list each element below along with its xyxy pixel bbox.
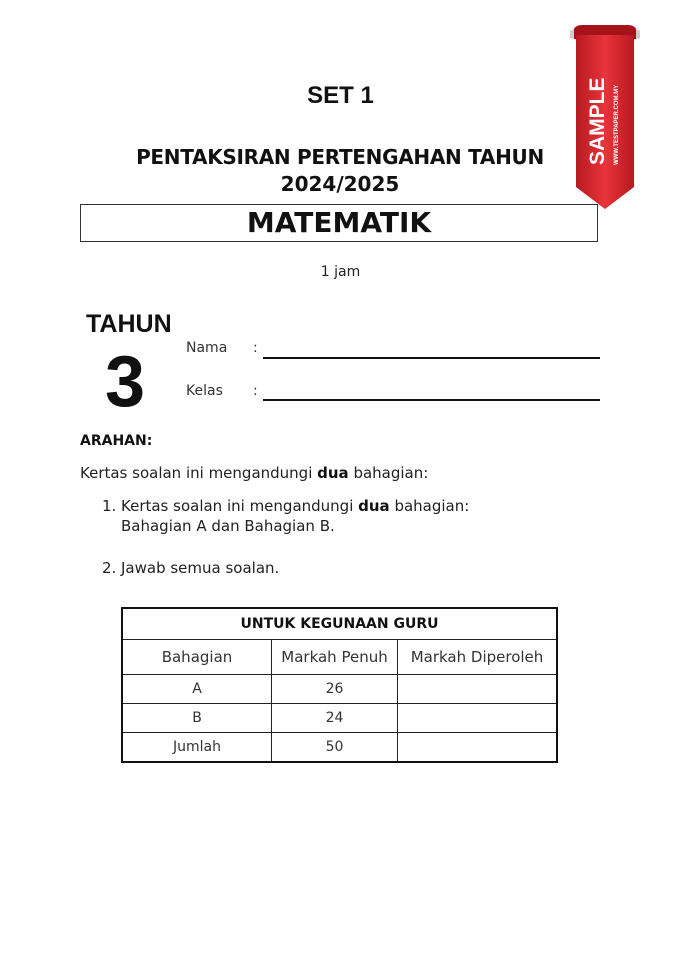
- table-row: [122, 704, 557, 733]
- instructions-intro: [80, 464, 428, 482]
- intro-text-end: bahagian:: [348, 464, 429, 482]
- section-cell: A: [122, 675, 272, 704]
- column-header-full-marks: Markah Penuh: [272, 640, 398, 675]
- full-marks-cell: 24: [272, 704, 398, 733]
- exam-title: PENTAKSIRAN PERTENGAHAN TAHUN: [136, 145, 544, 169]
- class-input-line[interactable]: [263, 399, 600, 401]
- item-1-text: Kertas soalan ini mengandungi: [121, 497, 359, 515]
- column-header-marks-obtained: Markah Diperoleh: [398, 640, 558, 675]
- duration: 1 jam: [320, 264, 361, 280]
- svg-text:SAMPLE: SAMPLE: [586, 77, 609, 165]
- instruction-item-2: Jawab semua soalan.: [121, 559, 280, 577]
- grade-label: TAHUN: [86, 310, 172, 338]
- instruction-number-2: 2.: [102, 559, 117, 577]
- full-marks-cell: 26: [272, 675, 398, 704]
- name-input-line[interactable]: [263, 357, 600, 359]
- table-title: UNTUK KEGUNAAN GURU: [122, 608, 557, 640]
- instruction-item-1: [121, 497, 469, 515]
- name-label: Nama: [186, 340, 228, 356]
- marks-obtained-cell[interactable]: [398, 733, 558, 763]
- full-marks-cell: 50: [272, 733, 398, 763]
- name-colon: :: [253, 340, 258, 356]
- intro-bold: dua: [317, 464, 349, 482]
- subject-title: MATEMATIK: [80, 204, 598, 242]
- class-label: Kelas: [186, 383, 223, 399]
- instructions-heading: ARAHAN:: [80, 433, 153, 449]
- class-colon: :: [253, 383, 258, 399]
- table-row: [122, 675, 557, 704]
- intro-text: Kertas soalan ini mengandungi: [80, 464, 318, 482]
- grade-number: 3: [105, 342, 146, 422]
- table-row: [122, 733, 557, 763]
- section-cell: B: [122, 704, 272, 733]
- item-1-text-end: bahagian:: [389, 497, 470, 515]
- marks-obtained-cell[interactable]: [398, 675, 558, 704]
- instruction-item-1-line2: Bahagian A dan Bahagian B.: [121, 517, 335, 535]
- instruction-number-1: 1.: [102, 497, 117, 515]
- marks-obtained-cell[interactable]: [398, 704, 558, 733]
- set-title: SET 1: [307, 82, 374, 109]
- svg-text:WWW.TESTPAPER.COM.MY: WWW.TESTPAPER.COM.MY: [614, 84, 620, 165]
- teacher-use-table: [121, 607, 558, 763]
- exam-year: 2024/2025: [280, 172, 400, 196]
- column-header-section: Bahagian: [122, 640, 272, 675]
- item-1-bold: dua: [358, 497, 390, 515]
- section-cell: Jumlah: [122, 733, 272, 763]
